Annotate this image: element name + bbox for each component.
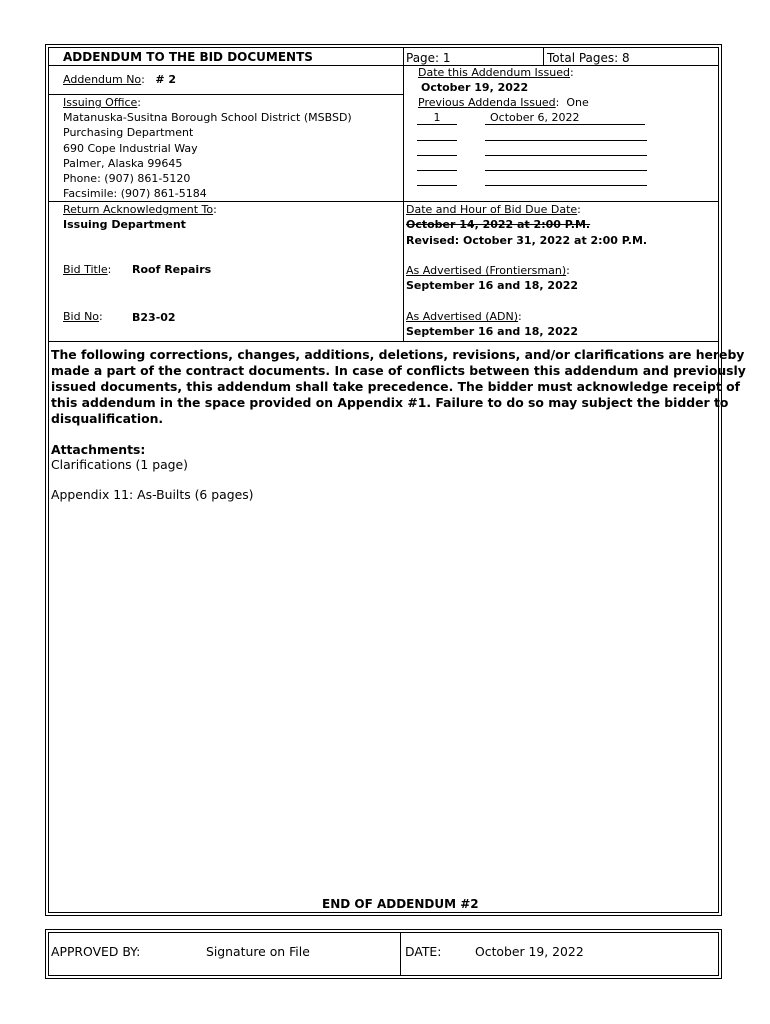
frontiersman-label: As Advertised (Frontiersman) — [406, 264, 567, 277]
blank-line — [485, 140, 647, 141]
date-issued-label-line: Date this Addendum Issued: — [418, 66, 574, 79]
blank-line — [485, 170, 647, 171]
signature-value: Signature on File — [206, 944, 310, 959]
previous-addenda-line: Previous Addenda Issued: One — [418, 96, 589, 109]
total-pages — [547, 51, 630, 65]
total-pages-value: 8 — [622, 51, 630, 65]
issuing-office-label: Issuing Office — [63, 96, 138, 109]
previous-addendum-number: 1 — [417, 111, 457, 125]
addendum-number: Addendum No: # 2 — [63, 73, 177, 86]
title-row-divider — [48, 65, 404, 66]
bid-no-label: Bid No — [63, 310, 100, 323]
adn-label: As Advertised (ADN) — [406, 310, 519, 323]
attachment-item: Clarifications (1 page) — [51, 457, 188, 472]
approved-by-label: APPROVED BY: — [51, 944, 141, 959]
body-paragraph-line-4: this addendum in the space provided on Appendix #1. Failure to do so may subject the bidder to — [51, 395, 729, 410]
header-bottom-divider — [48, 341, 718, 342]
office-line-4: Palmer, Alaska 99645 — [63, 157, 183, 170]
blank-line — [417, 155, 457, 156]
bid-title-label-line: Bid Title: — [63, 263, 112, 276]
body-paragraph-line-5: disqualification. — [51, 411, 164, 426]
issuing-office-label-line: Issuing Office: — [63, 96, 142, 109]
approval-date-value: October 19, 2022 — [475, 944, 584, 959]
body-paragraph-line-1: The following corrections, changes, additions, deletions, revisions, and/or clarifications are hereby — [51, 347, 745, 362]
previous-addenda-value: One — [566, 96, 589, 109]
previous-addenda-label: Previous Addenda Issued — [418, 96, 556, 109]
bid-due-revised: Revised: October 31, 2022 at 2:00 P.M. — [406, 234, 648, 247]
office-line-6: Facsimile: (907) 861-5184 — [63, 187, 207, 200]
frontiersman-label-line: As Advertised (Frontiersman): — [406, 264, 570, 277]
page-number — [406, 51, 451, 65]
return-ack-label: Return Acknowledgment To — [63, 203, 214, 216]
frontiersman-value: September 16 and 18, 2022 — [406, 279, 579, 292]
bid-title-label: Bid Title — [63, 263, 108, 276]
approval-frame-inner — [48, 932, 719, 976]
blank-line — [417, 170, 457, 171]
bid-title-value: Roof Repairs — [132, 263, 212, 276]
bid-no-value: B23-02 — [132, 311, 176, 324]
attachment-item: Appendix 11: As-Builts (6 pages) — [51, 487, 254, 502]
body-paragraph-line-3: issued documents, this addendum shall take precedence. The bidder must acknowledge receipt of — [51, 379, 740, 394]
date-issued-label: Date this Addendum Issued — [418, 66, 570, 79]
office-line-3: 690 Cope Industrial Way — [63, 142, 198, 155]
approval-date-label: DATE: — [405, 944, 442, 959]
office-row-divider — [48, 201, 718, 202]
adn-label-line: As Advertised (ADN): — [406, 310, 522, 323]
header-column-divider — [403, 47, 404, 341]
return-ack-label-line: Return Acknowledgment To: — [63, 203, 217, 216]
attachments-heading: Attachments: — [51, 442, 146, 457]
end-of-addendum: END OF ADDENDUM #2 — [322, 897, 479, 911]
return-ack-value: Issuing Department — [63, 218, 186, 231]
body-paragraph-line-2: made a part of the contract documents. In case of conflicts between this addendum and previously — [51, 363, 746, 378]
office-line-2: Purchasing Department — [63, 126, 194, 139]
adn-value: September 16 and 18, 2022 — [406, 325, 579, 338]
bid-due-original: October 14, 2022 at 2:00 P.M. — [406, 218, 591, 231]
page-total-divider — [543, 47, 544, 65]
addendum-row-divider — [48, 94, 404, 95]
page-label: Page: — [406, 51, 440, 65]
bid-no-label-line: Bid No: — [63, 310, 103, 323]
previous-addendum-date: October 6, 2022 — [485, 111, 645, 125]
blank-line — [485, 155, 647, 156]
bid-due-label: Date and Hour of Bid Due Date — [406, 203, 578, 216]
date-issued-value: October 19, 2022 — [421, 81, 529, 94]
addendum-no-label: Addendum No — [63, 73, 142, 86]
office-line-5: Phone: (907) 861-5120 — [63, 172, 191, 185]
page-value: 1 — [442, 51, 451, 65]
bid-due-label-line: Date and Hour of Bid Due Date: — [406, 203, 581, 216]
document-title: ADDENDUM TO THE BID DOCUMENTS — [63, 50, 313, 64]
blank-line — [485, 185, 647, 186]
blank-line — [417, 185, 457, 186]
blank-line — [417, 140, 457, 141]
addendum-no-value: # 2 — [155, 73, 177, 86]
total-pages-label: Total Pages: — [547, 51, 619, 65]
approval-divider — [400, 932, 401, 975]
office-line-1: Matanuska-Susitna Borough School District (MSBSD) — [63, 111, 352, 124]
